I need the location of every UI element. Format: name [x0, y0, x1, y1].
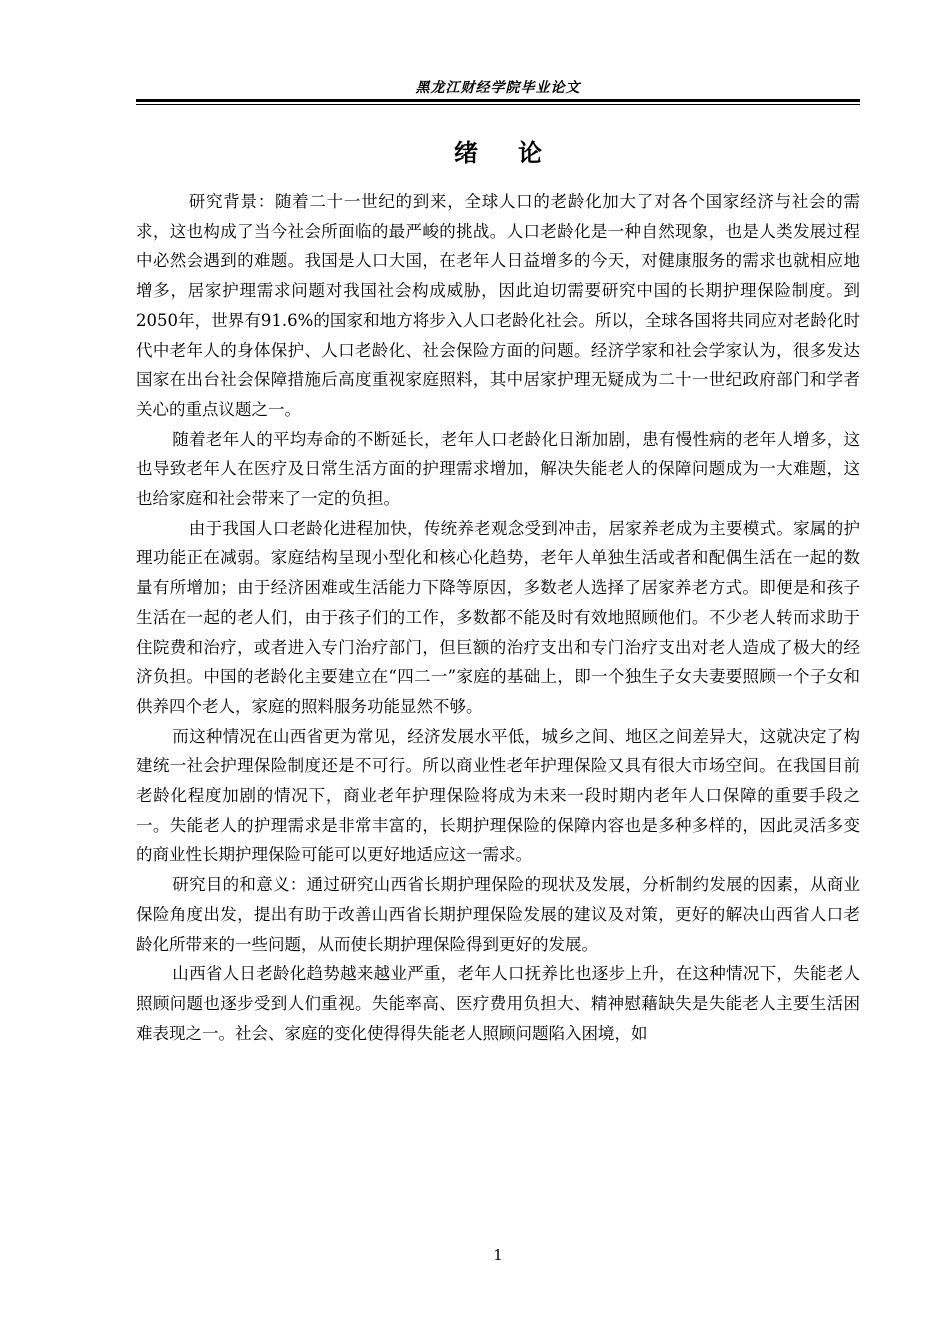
paragraph-shanxi-situation: 而这种情况在山西省更为常见，经济发展水平低，城乡之间、地区之间差异大，这就决定了构建统一社会护理保险制度还是不可行。所以商业性老年护理保险又具有很大市场空间。在我国目前老龄化程度加剧的情况下，商业老年护理保险将成为未来一段时期内老年人口保障的重要手段之一。失能老人的护理需求是非常丰富的，长期护理保险的保障内容也是多种多样的，因此灵活多变的商业性长期护理保险可能可以更好地适应这一需求。 [136, 726, 860, 865]
page-number: 1 [493, 1246, 503, 1264]
running-header: 黑龙江财经学院毕业论文 [415, 80, 581, 96]
paragraph-aging-care-needs: 随着老年人的平均寿命的不断延长，老年人口老龄化日渐加剧，患有慢性病的老年人增多，这也导致老年人在医疗及日常生活方面的护理需求增加，解决失能老人的保障问题成为一大难题，这也给家庭和社会带来了一定的负担。 [136, 429, 860, 509]
header-rule-thick [136, 99, 860, 102]
header-rule-thin [136, 104, 860, 105]
paragraph-research-purpose: 研究目的和意义：通过研究山西省长期护理保险的现状及发展，分析制约发展的因素，从商业保险角度出发，提出有助于改善山西省长期护理保险发展的建议及对策，更好的解决山西省人口老龄化所带来的一些问题，从而使长期护理保险得到更好的发展。 [136, 875, 860, 954]
chapter-title [136, 136, 860, 170]
paragraph-shanxi-aging-trend: 山西省人日老龄化趋势越来越业严重，老年人口抚养比也逐步上升，在这种情况下，失能老人照顾问题也逐步受到人们重视。失能率高、医疗费用负担大、精神慰藉缺失是失能老人主要生活困难表现之一。社会、家庭的变化使得得失能老人照顾问题陷入困境，如 [136, 964, 860, 1043]
paragraph-home-care-model: 由于我国人口老龄化进程加快，传统养老观念受到冲击，居家养老成为主要模式。家属的护理功能正在减弱。家庭结构呈现小型化和核心化趋势，老年人单独生活或者和配偶生活在一起的数量有所增加；由于经济困难或生活能力下降等原因，多数老人选择了居家养老方式。即便是和孩子生活在一起的老人们，由于孩子们的工作，多数都不能及时有效地照顾他们。不少老人转而求助于住院费和治疗，或者进入专门治疗部门，但巨额的治疗支出和专门治疗支出对老人造成了极大的经济负担。中国的老龄化主要建立在“四二一”家庭的基础上，即一个独生子女夫妻要照顾一个子女和供养四个老人，家庭的照料服务功能显然不够。 [136, 518, 860, 716]
body-text [136, 187, 860, 1048]
chapter-title-right: 论 [518, 138, 542, 167]
chapter-title-left: 绪 [454, 138, 478, 167]
paragraph-research-background: 研究背景：随着二十一世纪的到来，全球人口的老龄化加大了对各个国家经济与社会的需求，这也构成了当今社会所面临的最严峻的挑战。人口老龄化是一种自然现象，也是人类发展过程中必然会遇到的难题。我国是人口大国，在老年人日益增多的今天，对健康服务的需求也就相应地增多，居家护理需求问题对我国社会构成威胁，因此迫切需要研究中国的长期护理保险制度。到2050年，世界有91.6%的国家和地方将步入人口老龄化社会。所以，全球各国将共同应对老龄化时代中老年人的身体保护、人口老龄化、社会保险方面的问题。经济学家和社会学家认为，很多发达国家在出台社会保障措施后高度重视家庭照料，其中居家护理无疑成为二十一世纪政府部门和学者关心的重点议题之一。 [136, 192, 860, 419]
